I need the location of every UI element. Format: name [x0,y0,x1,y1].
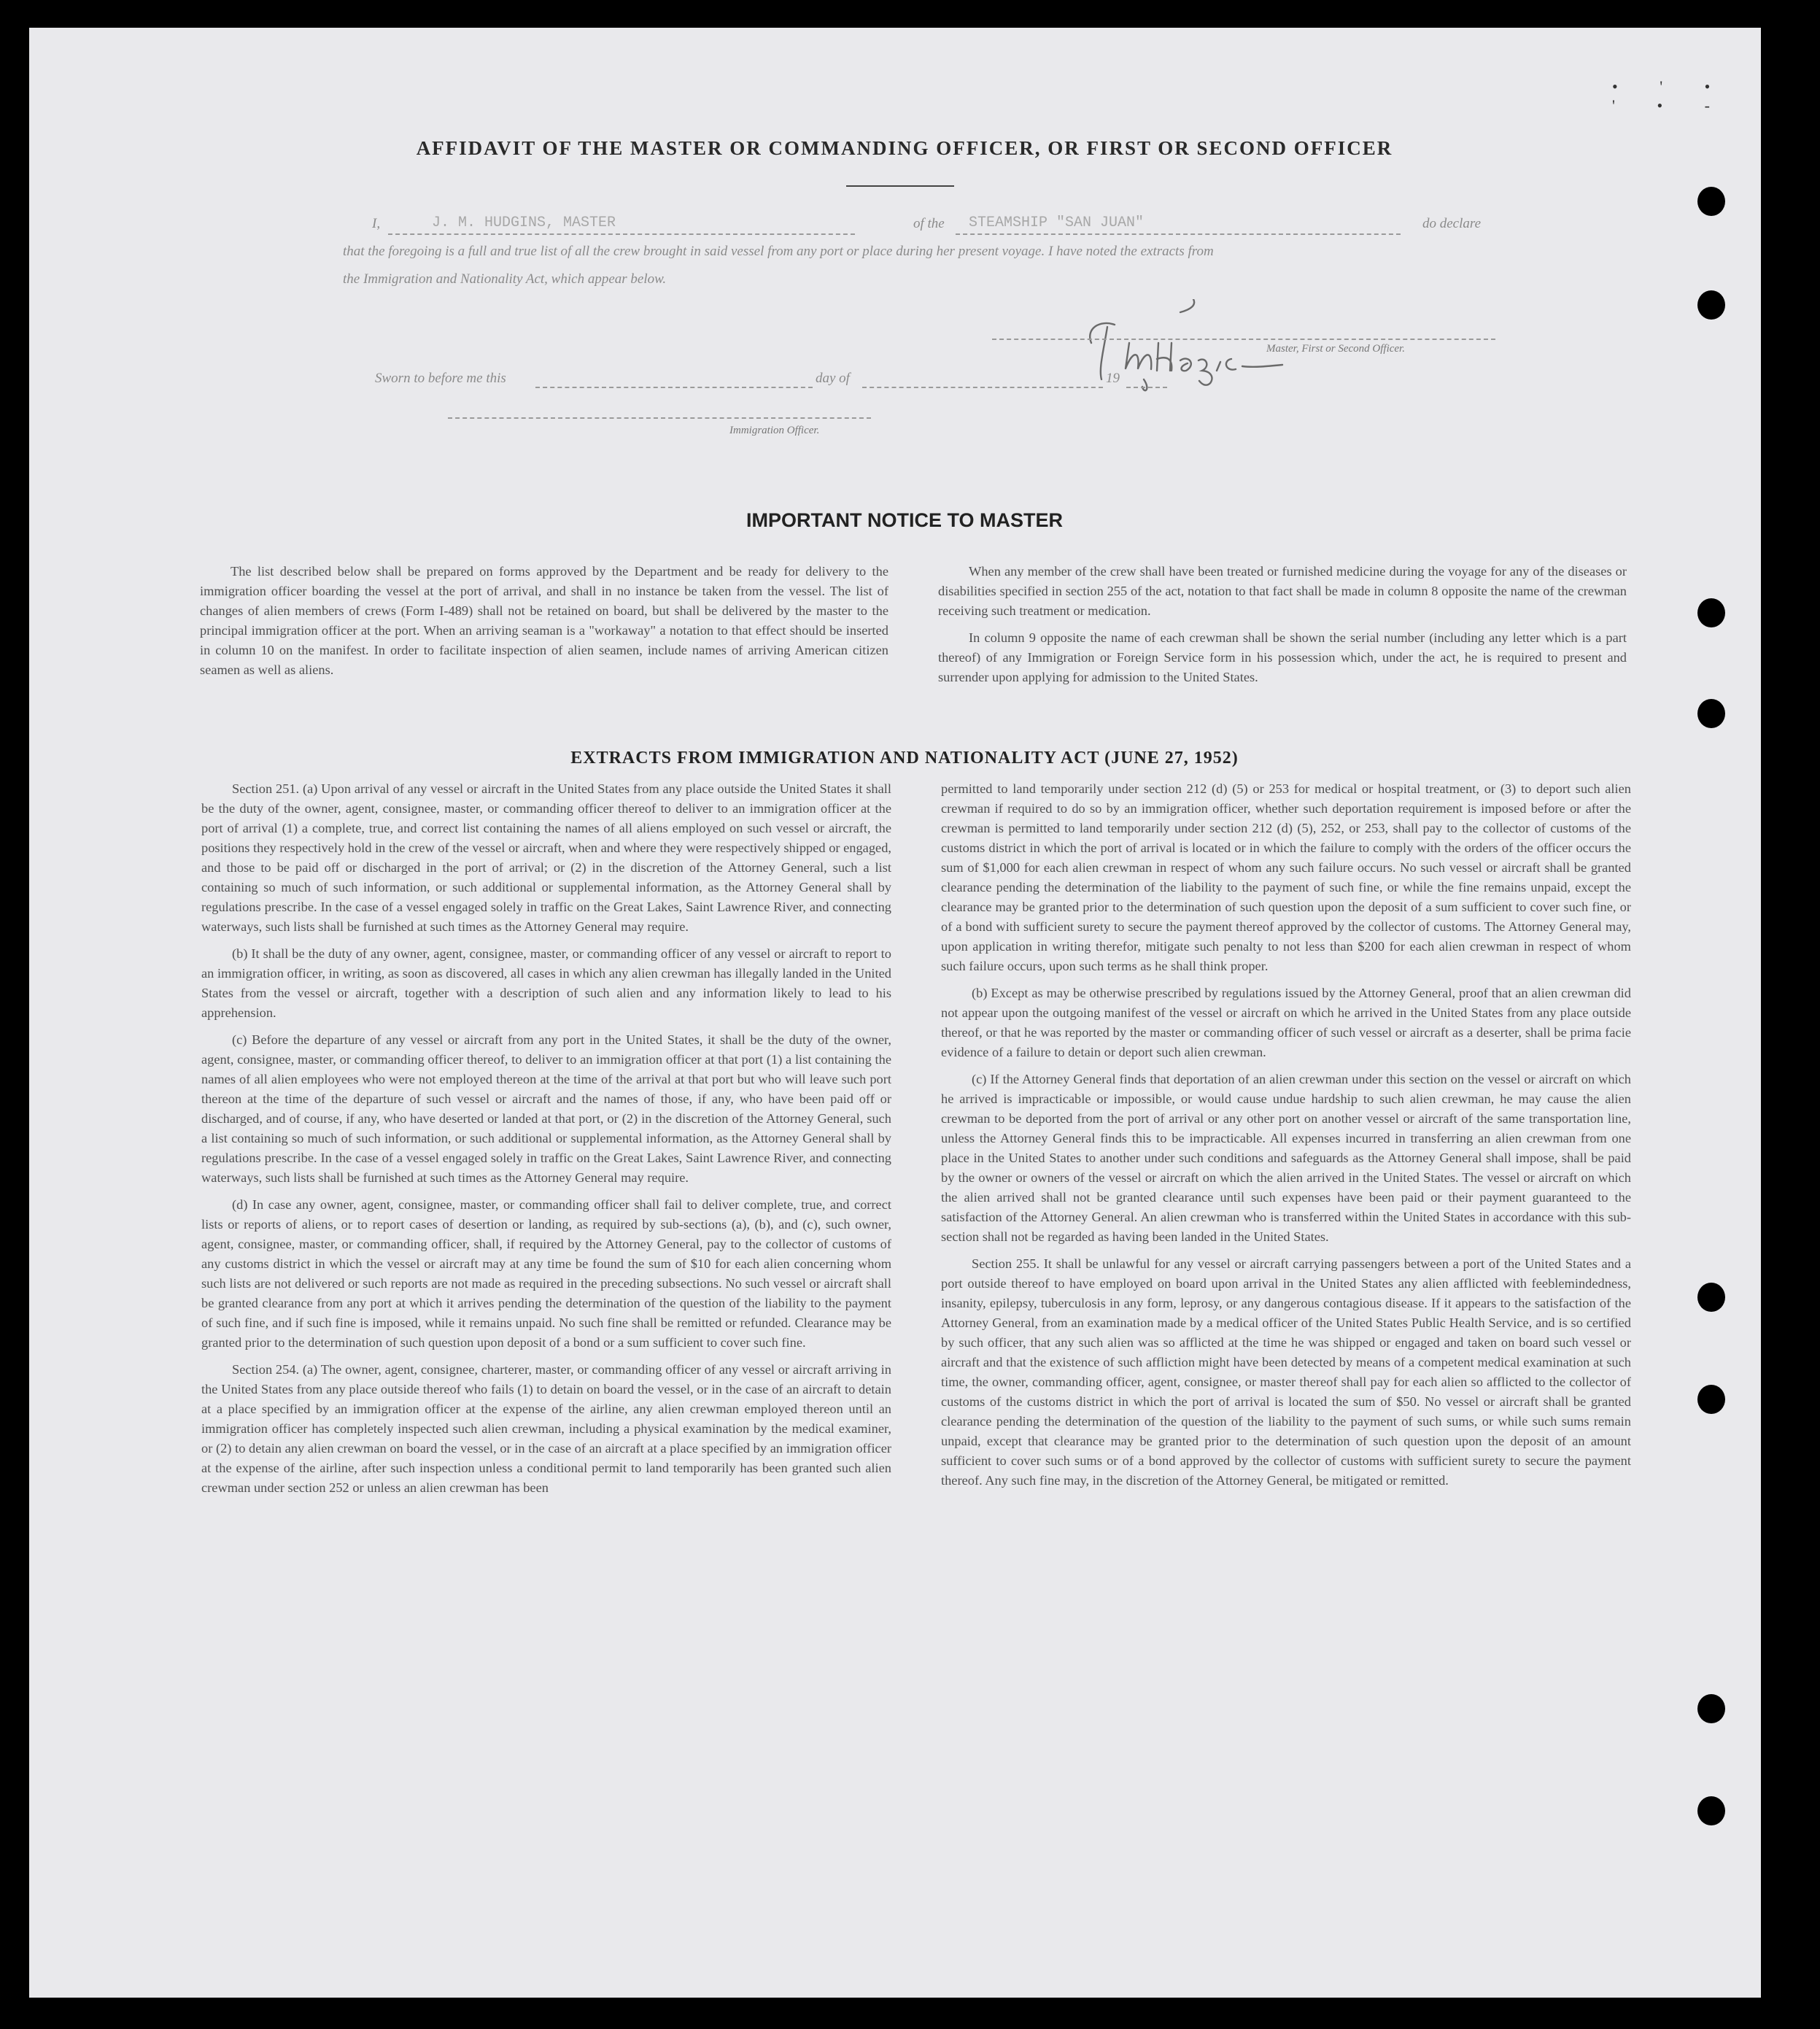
notice-paragraph: When any member of the crew shall have been treated or furnished medicine during the voyage for any of the diseases or disabilities specified in section 255 of the act, notation to that fact shall be made in column 8 opposite the name of the crewman receiving such treatment or medication. [938,564,1627,618]
binder-hole [1697,290,1725,320]
notice-right-column [938,562,1627,695]
sworn-year-field [1126,371,1167,388]
sworn-prefix: Sworn to before me this [375,371,506,386]
affidavit-line-2: that the foregoing is a full and true list of all the crew brought in said vessel from any port or place during her present voyage. I have noted the extracts from [343,244,1214,259]
affidavit-line-3: the Immigration and Nationality Act, which appear below. [343,271,667,287]
section-254a-continued: permitted to land temporarily under section 212 (d) (5) or 253 for medical or hospital treatment, or (3) to deport such alien crewman if required to do so by an immigration officer, whether such deportation requirement is imposed before or after the crewman is permitted to land temporarily under section 212 (d) (5), 252, or 253, shall pay to the collector of customs of the customs district in which the port of arrival is located or in which the failure to comply with the orders of the officer occurs the sum of $1,000 for each alien crewman in respect of whom any such failure occurs. No such vessel or aircraft shall be granted clearance pending the determination of the liability to the payment of such fine, or while the fine remains unpaid, except the clearance may be granted prior to the determination of such question upon the deposit of a sum sufficient to cover such fine, or of a bond with sufficient surety to secure the payment thereof approved by the collector of customs. The Attorney General may, upon application in writing therefor, mitigate such penalty to not less than $200 for each alien crewman in respect of whom such failure occurs, upon such terms as he shall think proper. [941,781,1631,973]
vessel-name: STEAMSHIP "SAN JUAN" [969,215,1145,231]
signature-line [992,337,1495,340]
title-divider [846,185,954,187]
binder-hole [1697,699,1725,728]
section-251a: Section 251. (a) Upon arrival of any vessel or aircraft in the United States from any place outside the United States it shall be the duty of the owner, agent, consignee, master, or commanding officer thereof to deliver to an immigration officer at the port of arrival (1) a complete, true, and correct list containing the names of all aliens employed on such vessel or aircraft, the positions they respectively hold in the crew of the vessel or aircraft, when and where they were respectively shipped or engaged, and those to be paid off or discharged in the port of arrival; or (2) in the discretion of the Attorney General, such a list containing so much of such information, or such additional or supplemental information, as the Attorney General shall by regulations prescribe. In the case of a vessel engaged solely in traffic on the Great Lakes, Saint Lawrence River, and connecting waterways, such lists shall be furnished at such times as the Attorney General may require. [201,781,891,934]
section-251d: (d) In case any owner, agent, consignee, master, or commanding officer shall fail to deliver complete, true, and correct lists or reports of aliens, or to report cases of desertion or landing, as required by sub-sections (a), (b), and (c), such owner, agent, consignee, master, or commanding officer, shall, if required by the Attorney General, pay to the collector of customs of any customs district in which the vessel or aircraft may at any time be found the sum of $10 for each alien concerning whom such lists are not delivered or such reports are not made as required in the preceding subsections. No such vessel or aircraft shall be granted clearance from any port at which it arrives pending the determination of the question of the liability to the payment of such fine, and if such fine is imposed, while it remains unpaid. No such fine shall be remitted or refunded. Clearance may be granted prior to the determination of such question upon deposit of a bond or a sum sufficient to cover such fine. [201,1197,891,1350]
sworn-year-label: 19 [1106,371,1120,386]
of-the-label: of the [913,216,945,231]
section-251b: (b) It shall be the duty of any owner, agent, consignee, master, or commanding officer of any vessel or aircraft to report to an immigration officer, in writing, as soon as discovered, all cases in which any alien crewman has illegally landed in the United States from the vessel or aircraft, together with a description of such alien and any information likely to lead to his apprehension. [201,946,891,1020]
master-caption: Master, First or Second Officer. [1266,343,1405,355]
officer-signature-line [448,417,871,419]
header-marks: • ' • ' • - [1612,77,1730,115]
extracts-title: EXTRACTS FROM IMMIGRATION AND NATIONALITY ACT (JUNE 27, 1952) [570,749,1239,768]
sworn-line [375,371,1207,391]
affidavit-title: AFFIDAVIT OF THE MASTER OR COMMANDING OFFICER, OR FIRST OR SECOND OFFICER [416,137,1393,159]
extracts-right-column [941,779,1631,1498]
section-254a: Section 254. (a) The owner, agent, consignee, charterer, master, or commanding officer of any vessel or aircraft arriving in the United States from any place outside thereof who fails (1) to detain on board the vessel, or in the case of an aircraft to detain at a place specified by an immigration officer at the expense of the airline, any alien crewman employed thereon until an immigration officer has completely inspected such alien crewman, including a physical examination by the medical examiner, or (2) to detain any alien crewman on board the vessel, or in the case of an aircraft at a place specified by an immigration officer at the expense of the airline, after such inspection unless a conditional permit to land temporarily has been granted such alien crewman under section 252 or unless an alien crewman has been [201,1362,891,1495]
notice-paragraph: In column 9 opposite the name of each crewman shall be shown the serial number (including any letter which is a part thereof) of any Immigration or Foreign Service form in his possession which, under the act, he is required to present and surrender upon applying for admission to the United States. [938,630,1627,684]
binder-hole [1697,1796,1725,1825]
binder-hole [1697,1385,1725,1414]
extracts-left-column [201,779,891,1505]
notice-left-column [200,562,888,687]
sworn-date-field [535,371,813,388]
do-declare-label: do declare [1422,216,1482,231]
sworn-day-label: day of [816,371,850,386]
vessel-name-field [956,216,1401,235]
binder-hole [1697,1694,1725,1723]
binder-hole [1697,598,1725,627]
section-254c: (c) If the Attorney General finds that deportation of an alien crewman under this section on the vessel or aircraft on which he arrived is impracticable or impossible, or would cause undue hardship to such alien crewman, he may cause the alien crewman to be deported from the port of arrival or any other port on another vessel or aircraft of the same transportation line, unless the Attorney General finds this to be impracticable. All expenses incurred in transferring an alien crewman from one place in the United States to another under such conditions and safeguards as the Attorney General shall impose, shall be paid by the owner or owners of the vessel or aircraft on which the alien arrived in the United States. The vessel or aircraft on which the alien arrived shall not be granted clearance until such expenses have been paid or their payment guaranteed to the satisfaction of the Attorney General. An alien crewman who is transferred within the United States in accordance with this sub-section shall not be regarded as having been landed in the United States. [941,1072,1631,1244]
binder-hole [1697,187,1725,216]
sworn-month-field [862,371,1103,388]
master-name: J. M. HUDGINS, MASTER [432,215,616,231]
document-page [29,28,1761,1998]
affidavit-line-1 [372,216,1495,236]
section-255: Section 255. It shall be unlawful for any vessel or aircraft carrying passengers between a port of the United States and a port outside thereof to have employed on board upon arrival in the United States any alien afflicted with feeblemindedness, insanity, epilepsy, tuberculosis in any form, leprosy, or any dangerous contagious disease. If it appears to the satisfaction of the Attorney General, from an examination made by a medical officer of the United States Public Health Service, and is so certified by such officer, that any such alien was so afflicted at the time he was shipped or engaged and taken on board such vessel or aircraft and that the existence of such affliction might have been detected by means of a competent medical examination at such time, the owner, commanding officer, agent, consignee, or master thereof shall pay for each alien so afflicted to the collector of customs of the customs district in which the port of arrival is located the sum of $50. No vessel or aircraft shall be granted clearance pending the determination of the question of the liability to the payment of such sums, or while such sums remain unpaid, except that clearance may be granted prior to the determination of such question upon the deposit of an amount sufficient to cover such sums or of a bond approved by the collector of customs with sufficient surety to secure the payment thereof. Any such fine may, in the discretion of the Attorney General, be mitigated or remitted. [941,1256,1631,1488]
line1-prefix: I, [372,216,381,231]
notice-paragraph: The list described below shall be prepared on forms approved by the Department and be ready for delivery to the immigration officer boarding the vessel at the port of arrival, and shall in no instance be taken from the vessel. The list of changes of alien members of crews (Form I-489) shall not be retained on board, but shall be delivered by the master to the principal immigration officer at the port. When an arriving seaman is a "workaway" a notation to that effect should be inserted in column 10 on the manifest. In order to facilitate inspection of alien seamen, include names of arriving American citizen seamen as well as aliens. [200,564,888,677]
section-254b: (b) Except as may be otherwise prescribed by regulations issued by the Attorney General, proof that an alien crewman did not appear upon the outgoing manifest of the vessel or aircraft on which he arrived in the United States from any place outside thereof, or that he was reported by the master or commanding officer of such vessel or aircraft as a deserter, shall be prima facie evidence of a failure to detain or deport such alien crewman. [941,986,1631,1059]
master-name-field [388,216,855,235]
notice-title: IMPORTANT NOTICE TO MASTER [746,509,1063,531]
binder-hole [1697,1283,1725,1312]
officer-caption: Immigration Officer. [729,425,820,436]
section-251c: (c) Before the departure of any vessel or aircraft from any port in the United States, it shall be the duty of the owner, agent, consignee, master, or commanding officer thereof, to deliver to an immigration officer at that port (1) a list containing the names of all alien employees who were not employed thereon at the time of the arrival at that port but who will leave such port thereon at the time of the departure of such vessel or aircraft and the names of those, if any, who have been paid off or discharged, and of course, if any, who have deserted or landed at that port, or (2) in the discretion of the Attorney General, such a list containing so much of such information, or such additional or supplemental information, as the Attorney General shall by regulations prescribe. In the case of a vessel engaged solely in traffic on the Great Lakes, Saint Lawrence River, and connecting waterways, such lists shall be furnished at such times as the Attorney General may require. [201,1032,891,1185]
